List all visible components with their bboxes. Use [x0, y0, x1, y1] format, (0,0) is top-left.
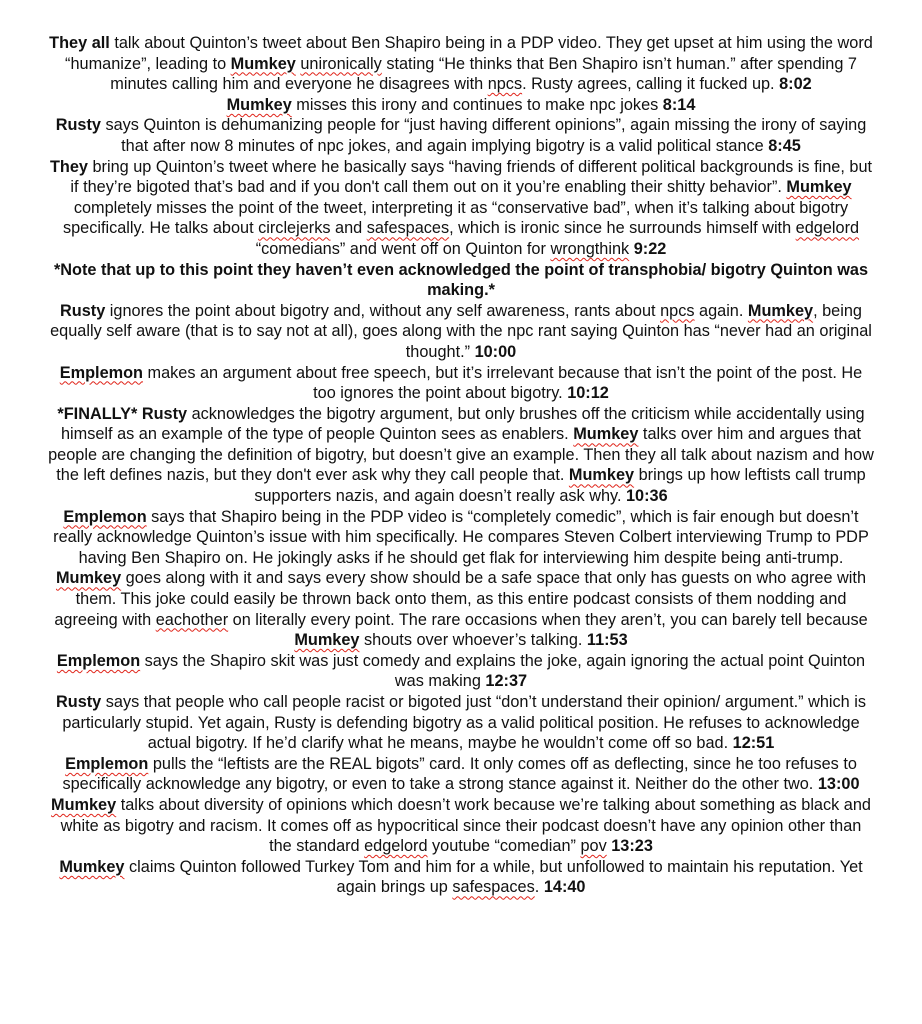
bold-run: Rusty: [56, 693, 102, 711]
spellcheck-flagged-word: eachother: [155, 610, 229, 629]
spellcheck-flagged-word: safespaces: [366, 219, 450, 238]
text-run: makes an argument about free speech, but it’s irrelevant because that isn’t the point of the post. He too ignores the point about bigotry.: [143, 363, 863, 403]
text-run: talks about diversity of opinions which doesn’t work because we’re talking about something as black and white as bigotry and racism. It comes off as hypocritical since their podcast doesn’t have any opinion other than the standard: [60, 795, 871, 856]
text-run: talks over him and argues that people are changing the definition of bigotry, but doesn’t give an example. Then they all talk about nazism and how the left defines nazis, but they don't ever ask why they call people that.: [48, 425, 874, 485]
bold-run: Rusty: [55, 116, 101, 135]
summary-paragraph: [48, 507, 874, 651]
text-run: youtube “comedian”: [427, 837, 581, 856]
summary-paragraph: [48, 115, 874, 156]
text-run: .: [534, 878, 544, 897]
text-run: and: [330, 219, 367, 238]
bold-run: Mumkey: [230, 54, 296, 73]
spellcheck-flagged-word: npcs: [660, 301, 695, 320]
summary-paragraph: [48, 857, 874, 898]
spellcheck-flagged-word: npcs: [487, 75, 523, 94]
bold-run: Mumkey: [573, 425, 639, 444]
text-run: goes along with it and says every show should be a safe space that only has guests on who agree with them. This joke could easily be thrown back onto them, as this entire podcast consists of them nodding and agreeing with: [54, 569, 867, 629]
bold-run: Emplemon: [65, 754, 149, 773]
bold-run: Mumkey: [55, 569, 122, 588]
summary-paragraph: [48, 260, 874, 301]
text-run: on literally every point. The rare occasions when they aren’t, you can barely tell because: [228, 610, 868, 629]
bold-run: Mumkey: [294, 631, 360, 650]
bold-run: 8:45: [768, 136, 801, 155]
bold-run: 8:02: [779, 75, 812, 94]
text-run: ignores the point about bigotry and, without any self awareness, rants about: [105, 301, 661, 320]
text-run: acknowledges the bigotry argument, but only brushes off the criticism while accidentally using himself as an example of the type of people Quinton sees as enablers.: [60, 404, 865, 444]
bold-run: 9:22: [633, 239, 667, 258]
text-run: pulls the “leftists are the REAL bigots” card. It only comes off as deflecting, since he too refuses to specifically acknowledge any bigotry, or even to take a strong stance against it. Neither do the other two.: [62, 754, 857, 794]
spellcheck-flagged-word: circlejerks: [258, 219, 331, 238]
summary-paragraph: [48, 404, 874, 507]
summary-paragraph: [48, 692, 874, 754]
bold-run: Mumkey: [51, 795, 117, 814]
text-run: again.: [694, 301, 748, 320]
text-run: , being equally self aware (that is to say not at all), goes along with the npc rant saying Quinton has “never had an original thought.”: [50, 301, 872, 361]
bold-run: 8:14: [662, 95, 696, 114]
spellcheck-flagged-word: pov: [580, 837, 607, 856]
summary-paragraph: [48, 363, 874, 404]
bold-run: 13:00: [817, 775, 860, 794]
bold-run: They: [49, 157, 88, 176]
bold-run: *FINALLY* Rusty: [57, 404, 188, 423]
bold-run: Emplemon: [56, 651, 141, 670]
text-run: says that Shapiro being in the PDP video is “completely comedic”, which is fair enough but doesn’t really acknowledge Quinton’s issue with him specifically. He compares Steven Colbert interviewing Trump to PDP having Ben Shapiro on. He jokingly asks if he should get flak for interviewing him despite being anti-trump.: [53, 507, 869, 567]
bold-run: Mumkey: [59, 857, 125, 876]
spellcheck-flagged-word: safespaces: [452, 878, 535, 897]
bold-run: 10:12: [567, 384, 609, 403]
bold-run: Rusty: [60, 301, 106, 320]
bold-run: 14:40: [543, 878, 586, 897]
spellcheck-flagged-word: edgelord: [795, 219, 860, 238]
text-run: shouts over whoever’s talking.: [359, 631, 587, 650]
bold-run: Mumkey: [786, 178, 852, 197]
summary-paragraph: [48, 33, 874, 95]
bold-run: They all: [49, 34, 110, 52]
text-run: . Rusty agrees, calling it fucked up.: [522, 75, 780, 94]
bold-run: 11:53: [586, 631, 628, 650]
bold-run: 10:36: [626, 487, 668, 506]
summary-paragraph: [48, 95, 874, 116]
spellcheck-flagged-word: edgelord: [364, 837, 428, 856]
text-run: brings up how leftists call trump supporters nazis, and again doesn’t really ask why.: [254, 466, 866, 506]
spellcheck-flagged-word: unironically: [300, 54, 382, 73]
text-run: , which is ironic since he surrounds himself with: [449, 219, 796, 238]
bold-run: Mumkey: [747, 301, 814, 320]
bold-run: *Note that up to this point they haven’t even acknowledged the point of transphobia/ bigotry Quinton was making.*: [53, 260, 869, 300]
bold-run: 12:51: [732, 734, 775, 753]
bold-run: Mumkey: [226, 95, 292, 114]
text-run: says that people who call people racist or bigoted just “don’t understand their opinion/ argument.” which is particularly stupid. Yet again, Rusty is defending bigotry as a valid political position. He refuses to acknowledge actual bigotry. If he’d clarify what he means, maybe he wouldn’t come off so bad.: [62, 693, 866, 753]
bold-run: Mumkey: [568, 466, 635, 485]
text-run: “comedians” and went off on Quinton for: [255, 239, 551, 258]
bold-run: 12:37: [485, 672, 528, 691]
text-run: says Quinton is dehumanizing people for “just having different opinions”, again missing the irony of saying that after now 8 minutes of npc jokes, and again implying bigotry is a valid political stance: [100, 116, 867, 155]
text-run: bring up Quinton’s tweet where he basically says “having friends of different political backgrounds is fine, but if they’re bigoted that’s bad and if you don't call them out on it you’re enabling their shitty behavior”.: [70, 157, 873, 197]
bold-run: Emplemon: [63, 507, 147, 526]
text-run: stating “He thinks that Ben Shapiro isn’t human.” after spending 7 minutes calling him and everyone he disagrees with: [110, 54, 857, 94]
text-run: says the Shapiro skit was just comedy and explains the joke, again ignoring the actual point Quinton was making: [140, 651, 866, 691]
bold-run: 10:00: [474, 342, 517, 361]
spellcheck-flagged-word: wrongthink: [550, 239, 630, 258]
bold-run: 13:23: [611, 837, 653, 856]
summary-paragraph: [48, 157, 874, 260]
summary-paragraph: [48, 795, 874, 857]
summary-paragraph: [48, 301, 874, 363]
text-run: misses this irony and continues to make npc jokes: [291, 95, 663, 114]
text-run: completely misses the point of the tweet, interpreting it as “conservative bad”, when it’s talking about bigotry specifically. He talks about: [62, 198, 849, 238]
summary-paragraph: [48, 754, 874, 795]
summary-paragraph: [48, 651, 874, 692]
text-run: claims Quinton followed Turkey Tom and him for a while, but unfollowed to maintain his reputation. Yet again brings up: [124, 857, 863, 897]
bold-run: Emplemon: [59, 363, 143, 382]
text-run: talk about Quinton’s tweet about Ben Shapiro being in a PDP video. They get upset at him using the word “humanize”, leading to: [65, 34, 873, 73]
